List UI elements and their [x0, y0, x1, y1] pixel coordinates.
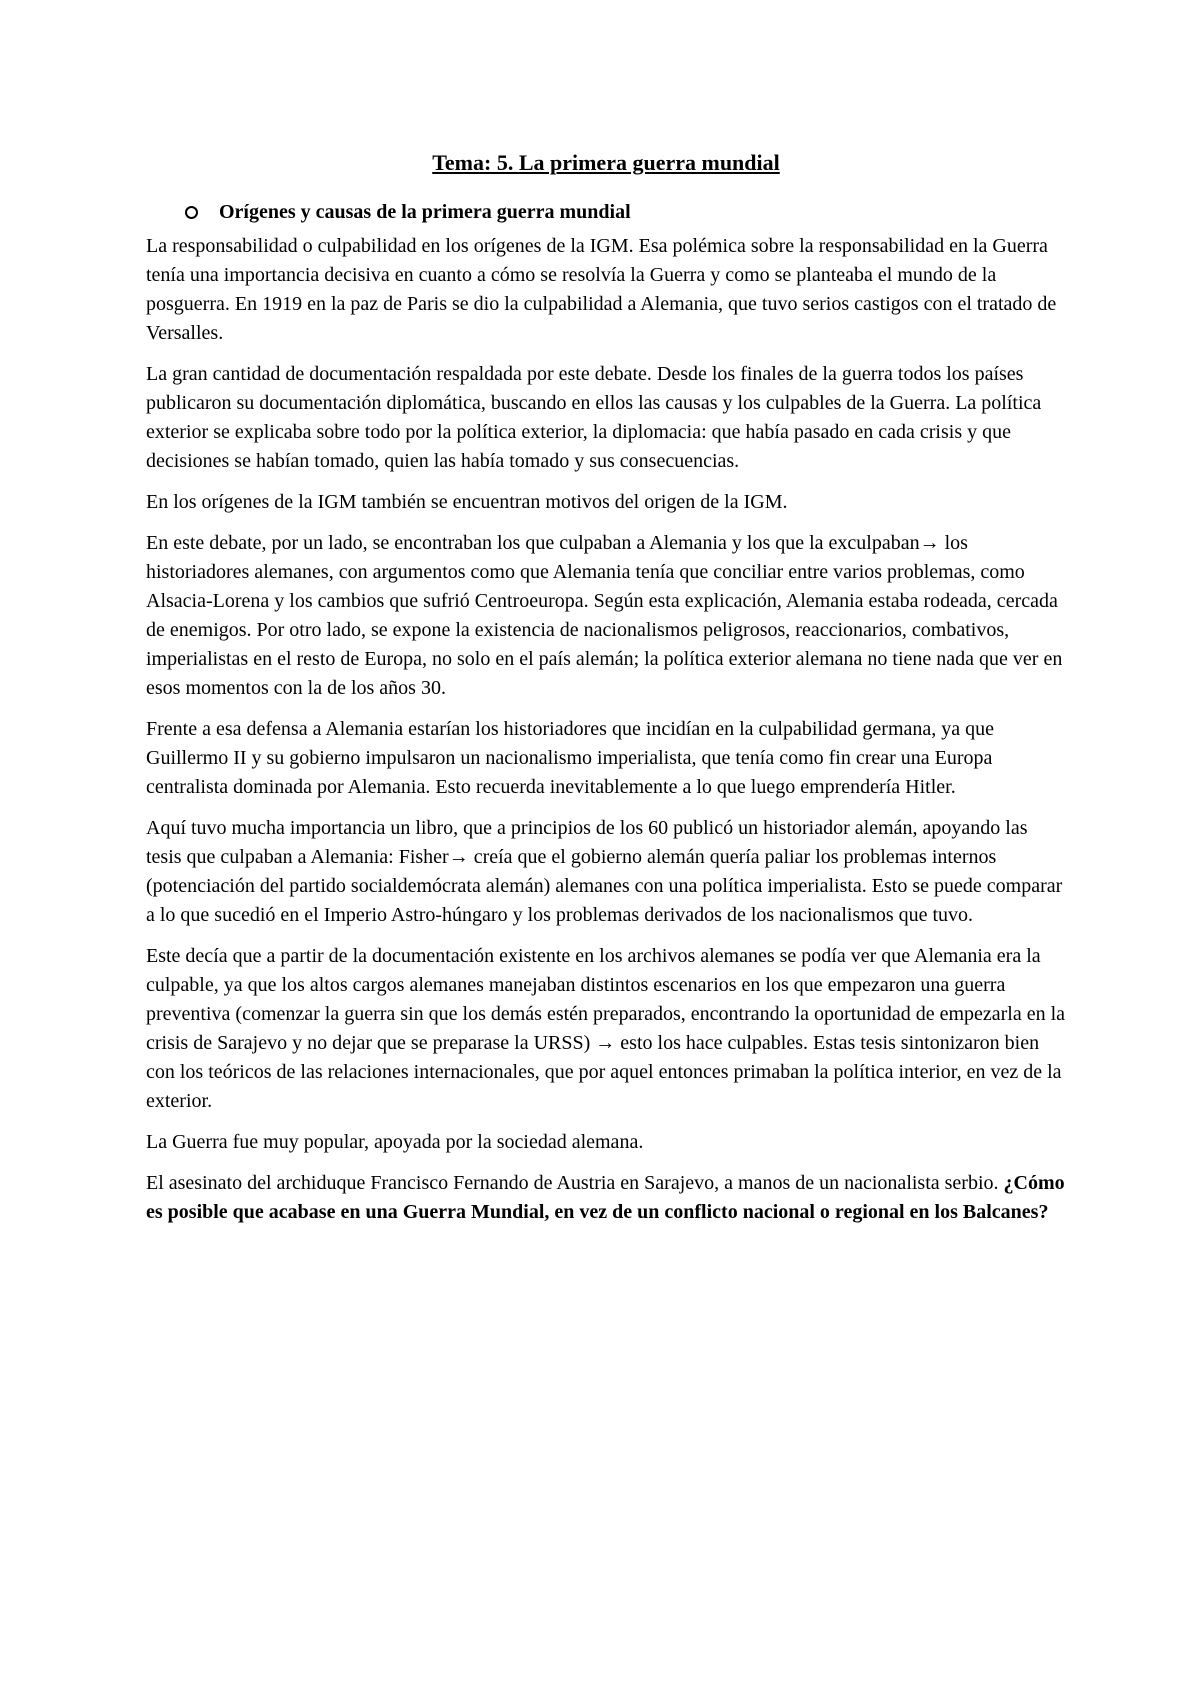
paragraph: En este debate, por un lado, se encontraban los que culpaban a Alemania y los que la exculpaban→ los historiadores alemanes, con argumentos como que Alemania tenía que conciliar entre varios problemas, como Alsacia-Lorena y los cambios que sufrió Centroeuropa. Según esta explicación, Alemania estaba rodeada, cercada de enemigos. Por otro lado, se expone la existencia de nacionalismos peligrosos, reaccionarios, combativos, imperialistas en el resto de Europa, no solo en el país alemán; la política exterior alemana no tiene nada que ver en esos momentos con la de los años 30. [146, 532, 1063, 699]
section-heading [146, 198, 1066, 226]
paragraph: La responsabilidad o culpabilidad en los orígenes de la IGM. Esa polémica sobre la responsabilidad en la Guerra tenía una importancia decisiva en cuanto a cómo se resolvía la Guerra y como se planteaba el mundo de la posguerra. En 1919 en la paz de Paris se dio la culpabilidad a Alemania, que tuvo serios castigos con el tratado de Versalles. [146, 235, 1057, 344]
section-heading-text: Orígenes y causas de la primera guerra mundial [219, 201, 631, 223]
document-content [146, 140, 1066, 1239]
paragraph: La Guerra fue muy popular, apoyada por la sociedad alemana. [146, 1131, 644, 1153]
document-title: Tema: 5. La primera guerra mundial [432, 150, 780, 175]
paragraph: La gran cantidad de documentación respaldada por este debate. Desde los finales de la guerra todos los países publicaron su documentación diplomática, buscando en ellos las causas y los culpables de la Guerra. La política exterior se explicaba sobre todo por la política exterior, la diplomacia: que había pasado en cada crisis y que decisiones se habían tomado, quien las había tomado y sus consecuencias. [146, 363, 1042, 472]
paragraph: Aquí tuvo mucha importancia un libro, que a principios de los 60 publicó un historiador alemán, apoyando las tesis que culpaban a Alemania: Fisher→ creía que el gobierno alemán quería paliar los problemas internos (potenciación del partido socialdemócrata alemán) alemanes con una política imperialista. Esto se puede comparar a lo que sucedió en el Imperio Astro-húngaro y los problemas derivados de los nacionalismos que tuvo. [146, 817, 1063, 926]
closing-question: ¿Cómo es posible que acabase en una Guerra Mundial, en vez de un conflicto nacional o regional en los Balcanes? [146, 1172, 1065, 1223]
paragraph: Este decía que a partir de la documentación existente en los archivos alemanes se podía ver que Alemania era la culpable, ya que los altos cargos alemanes manejaban distintos escenarios en los que empezaron una guerra preventiva (comenzar la guerra sin que los demás estén preparados, encontrando la oportunidad de empezarla en la crisis de Sarajevo y no dejar que se preparase la URSS) → esto los hace culpables. Estas tesis sintonizaron bien con los teóricos de las relaciones internacionales, que por aquel entonces primaban la política interior, en vez de la exterior. [146, 945, 1066, 1112]
paragraph: En los orígenes de la IGM también se encuentran motivos del origen de la IGM. [146, 491, 788, 513]
closing-paragraph-text: El asesinato del archiduque Francisco Fernando de Austria en Sarajevo, a manos de un nacionalista serbio. [146, 1172, 1004, 1194]
paragraph: Frente a esa defensa a Alemania estarían los historiadores que incidían en la culpabilidad germana, ya que Guillermo II y su gobierno impulsaron un nacionalismo imperialista, que tenía como fin crear una Europa centralista dominada por Alemania. Esto recuerda inevitablemente a lo que luego emprendería Hitler. [146, 718, 995, 798]
bullet-circle-icon [185, 206, 198, 219]
closing-paragraph [146, 1169, 1066, 1227]
